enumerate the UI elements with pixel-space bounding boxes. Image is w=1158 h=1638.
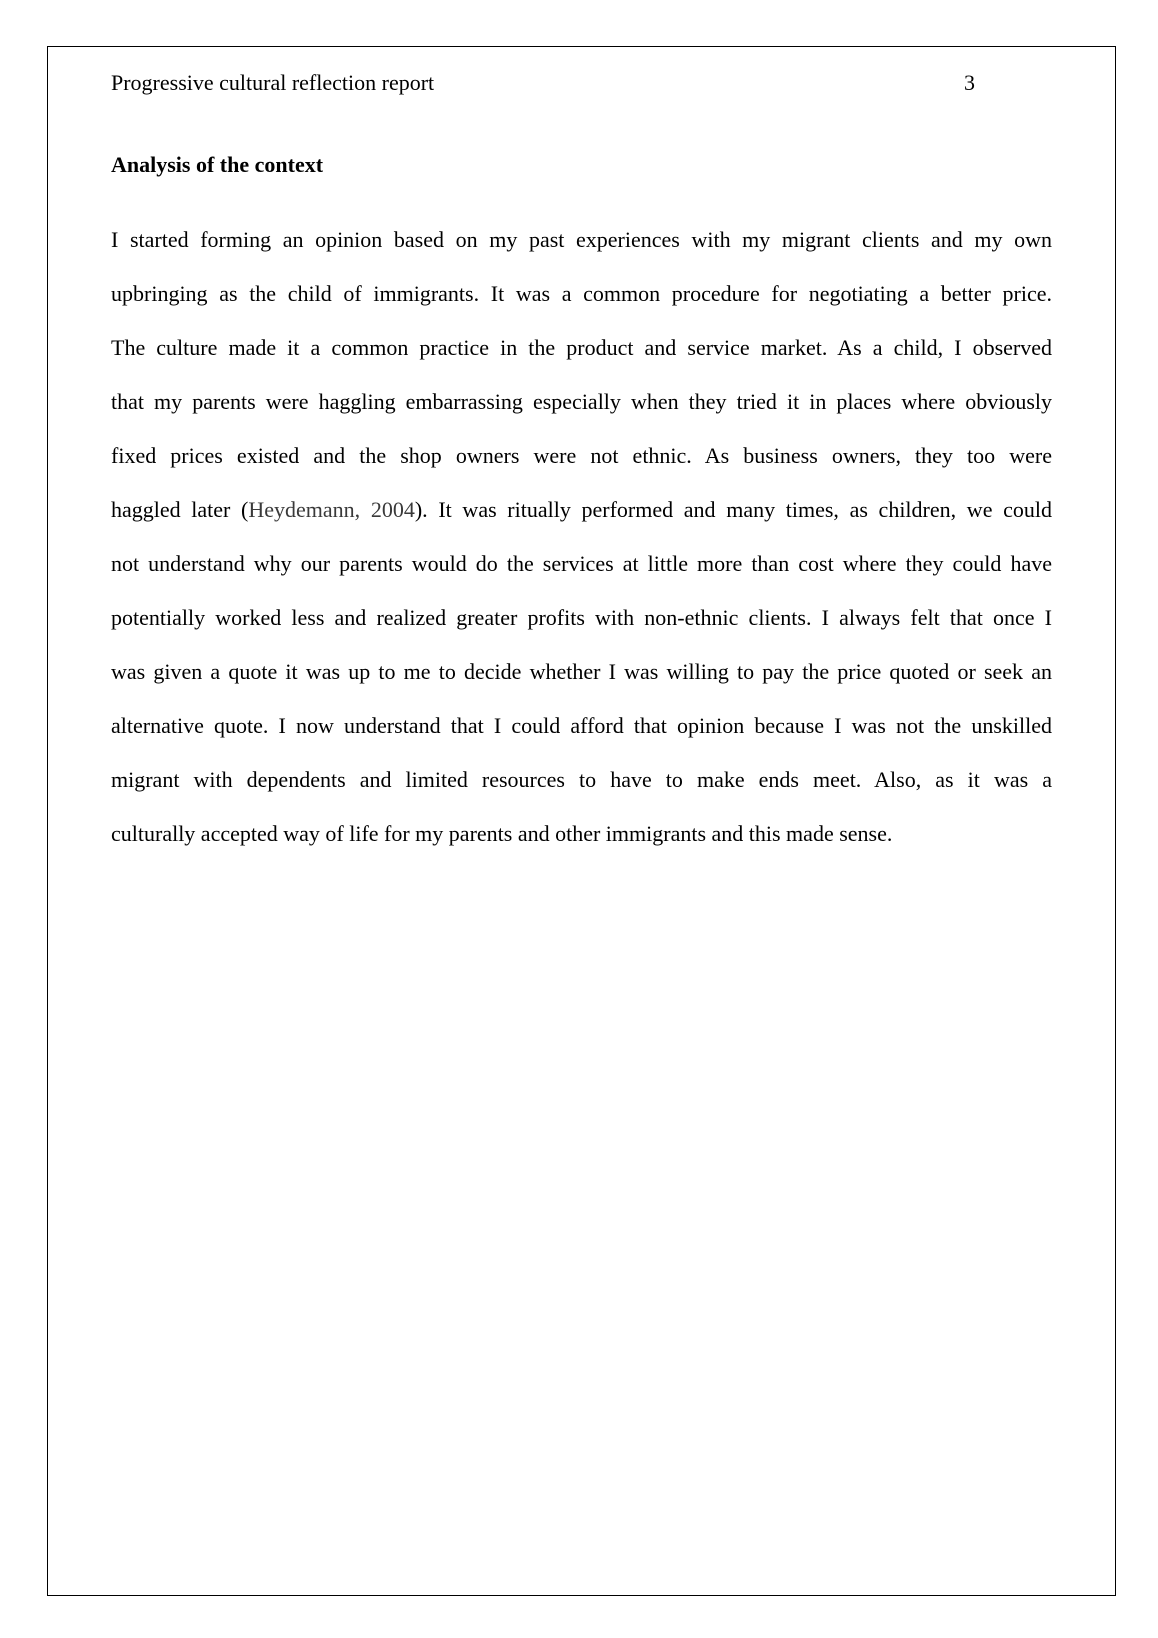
- paragraph-line-last: culturally accepted way of life for my parents and other immigrants and this made sense.: [111, 821, 893, 846]
- citation: Heydemann, 2004: [248, 497, 415, 522]
- line-text-after-citation: ). It was ritually performed and many times, as children, we could: [414, 497, 1052, 522]
- paragraph-line: was given a quote it was up to me to decide whether I was willing to pay the price quoted or seek an: [111, 659, 1052, 684]
- paragraph-line: upbringing as the child of immigrants. It was a common procedure for negotiating a better price.: [111, 281, 1052, 306]
- body-paragraph: [111, 213, 1052, 861]
- running-header-title: Progressive cultural reflection report: [111, 70, 435, 95]
- paragraph-line: not understand why our parents would do the services at little more than cost where they could have: [111, 551, 1052, 576]
- line-text-before-citation: haggled later (: [111, 497, 249, 522]
- paragraph-line: fixed prices existed and the shop owners were not ethnic. As business owners, they too were: [111, 443, 1052, 468]
- paragraph-line: potentially worked less and realized greater profits with non-ethnic clients. I always felt that once I: [111, 605, 1052, 630]
- paragraph-line: alternative quote. I now understand that I could afford that opinion because I was not the unskilled: [111, 713, 1052, 738]
- paragraph-line: I started forming an opinion based on my past experiences with my migrant clients and my own: [111, 227, 1052, 252]
- paragraph-line: migrant with dependents and limited resources to have to make ends meet. Also, as it was a: [111, 767, 1052, 792]
- page-number: 3: [964, 70, 975, 95]
- paragraph-line: The culture made it a common practice in the product and service market. As a child, I observed: [111, 335, 1052, 360]
- paragraph-line: that my parents were haggling embarrassing especially when they tried it in places where obviously: [111, 389, 1052, 414]
- section-heading: Analysis of the context: [111, 152, 324, 177]
- paragraph-line-with-citation: [111, 483, 1052, 537]
